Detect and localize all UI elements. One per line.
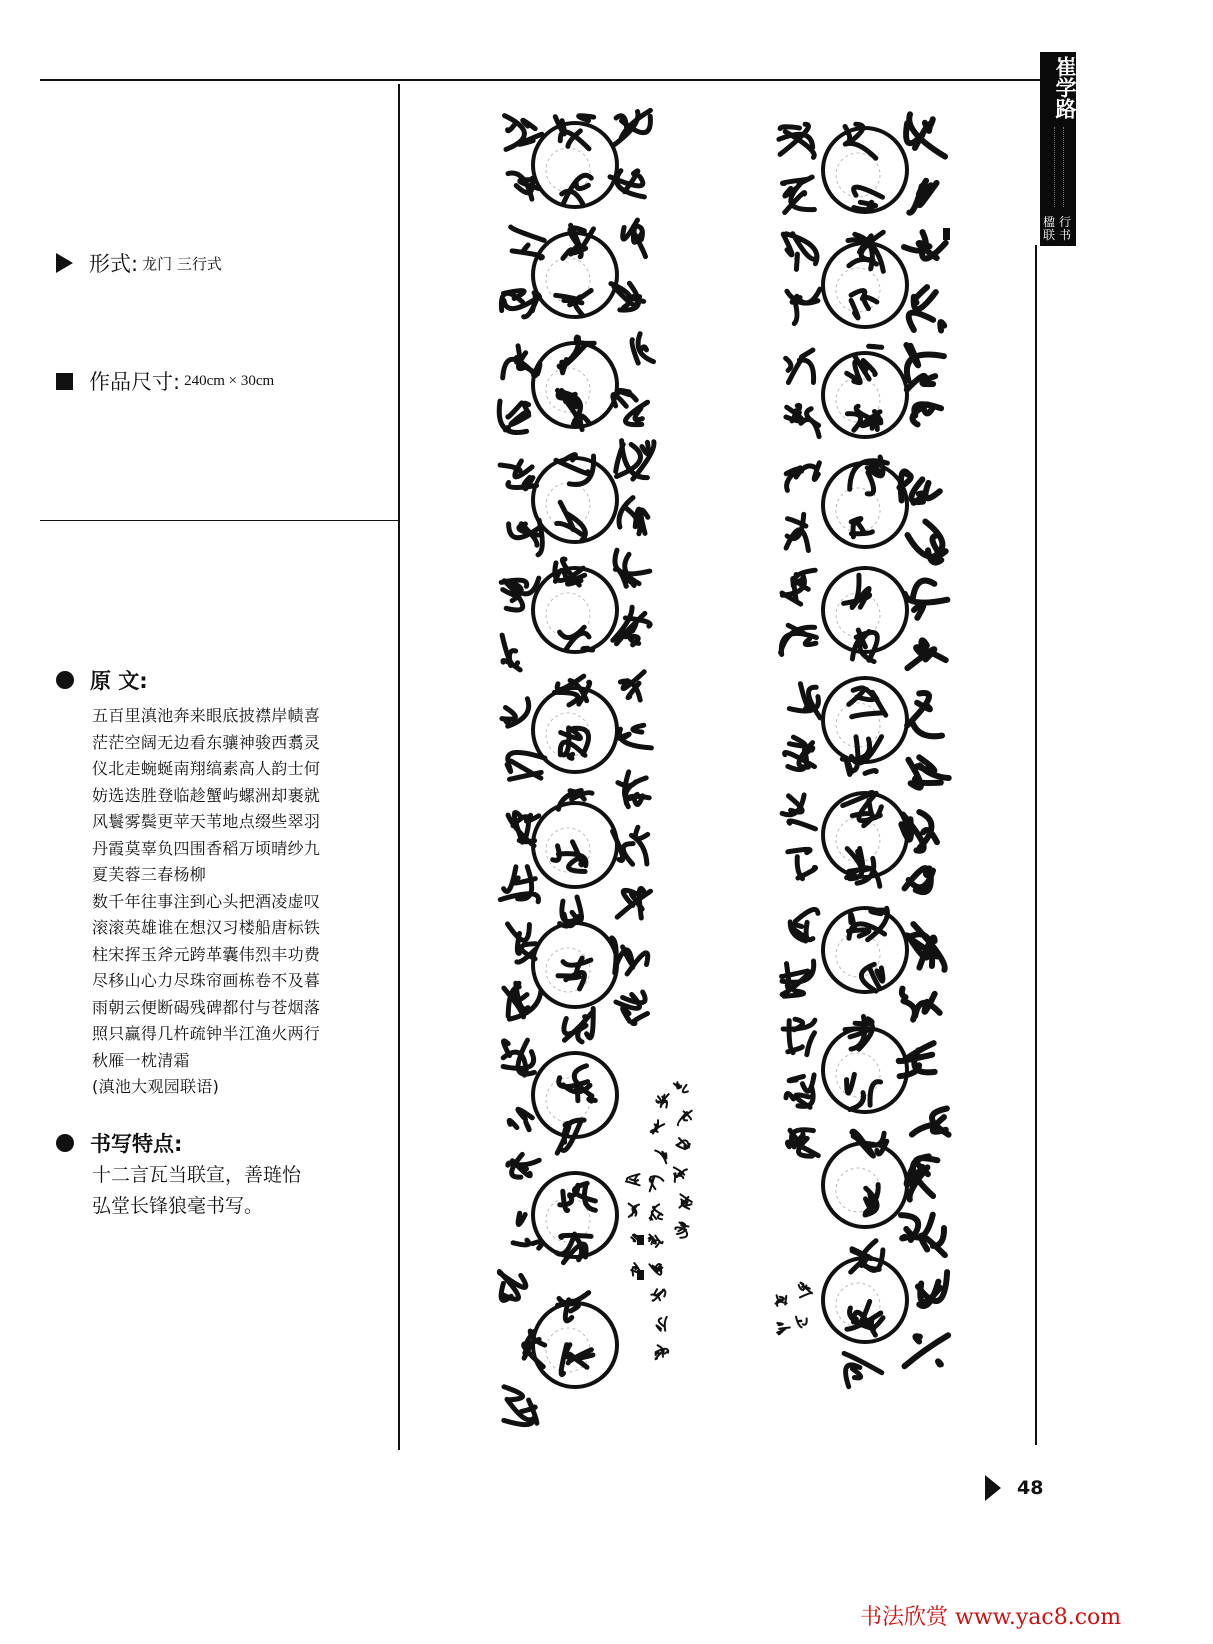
form-label: 形式: [89,252,139,276]
calligraphy-stroke [901,1215,945,1255]
features-line: 十二言瓦当联宣，善琏怡 [92,1164,302,1186]
original-line: 丹霞莫辜负四围香稻万顷晴纱九 [92,838,321,858]
calligraphy-stroke [785,737,815,770]
calligraphy-stroke [656,1345,669,1359]
calligraphy-stroke [787,289,820,323]
calligraphy-stroke [847,1074,881,1109]
calligraphy-stroke [907,693,942,736]
page-number [985,1475,1043,1501]
seal-stamp [637,1235,644,1245]
watermark: 书法欣赏 www.yac8.com [860,1605,1122,1630]
seal-stamp [943,228,950,240]
calligraphy-stroke [908,522,946,563]
tile-seal-circle [823,243,907,327]
calligraphy-stroke [554,676,589,705]
calligraphy-stroke [848,232,883,271]
original-line: 数千年往事注到心头把酒凌虚叹 [92,891,321,911]
calligraphy-stroke [847,1301,883,1335]
calligraphy-stroke [616,992,648,1024]
calligraphy-stroke [500,867,538,902]
calligraphy-stroke [618,772,649,807]
calligraphy-stroke [847,849,880,887]
calligraphy-stroke [907,1156,938,1199]
calligraphy-stroke [796,1317,807,1328]
calligraphy-stroke [615,550,650,586]
calligraphy-stroke [854,187,883,210]
calligraphy-stroke [907,640,945,668]
calligraphy-stroke [908,757,948,787]
calligraphy-stroke [562,175,592,204]
calligraphy-stroke [651,1289,665,1301]
calligraphy-stroke [508,1154,539,1177]
calligraphy-stroke [918,1272,947,1306]
calligraphy-stroke [851,518,872,536]
category-label-2: 行书 [1059,215,1072,242]
page-number-text: 48 [1017,1477,1044,1499]
calligraphy-stroke [619,498,648,534]
calligraphy-stroke [629,1204,640,1217]
calligraphy-stroke [503,1040,534,1075]
original-line: 秋雁一枕清霜 [92,1050,190,1070]
calligraphy-stroke [626,1174,640,1185]
calligraphy-stroke [906,345,944,390]
calligraphy-stroke [560,1183,596,1210]
calligraphy-stroke [782,570,815,604]
calligraphy-stroke [912,404,941,424]
calligraphy-stroke [909,287,945,330]
calligraphy-stroke [649,1235,663,1248]
calligraphy-stroke [674,1082,688,1092]
calligraphy-stroke [500,461,536,489]
calligraphy-stroke [906,114,945,156]
original-line: 五百里滇池奔来眼底披襟岸帻喜 [92,706,321,725]
calligraphy-stroke [678,1111,692,1126]
calligraphy-stroke [650,1204,663,1220]
calligraphy-stroke [511,227,545,258]
calligraphy-stroke [558,1293,589,1321]
calligraphy-stroke [844,575,870,607]
calligraphy-stroke [655,1151,666,1164]
calligraphy-stroke [781,625,817,654]
calligraphy-stroke [611,283,644,310]
calligraphy-stroke [509,1109,532,1130]
calligraphy-stroke [799,1283,812,1298]
calligraphy-stroke [560,897,582,926]
original-line: 雨朝云便断碣残碑都付与苍烟落 [92,997,321,1017]
calligraphy-stroke [904,232,946,259]
calligraphy-stroke [613,827,648,864]
original-line: 风鬟雾鬓更苹天苇地点缀些翠羽 [92,812,321,831]
calligraphy-stroke [849,908,888,940]
calligraphy-stroke [905,868,934,892]
original-line: 尽移山心力尽珠帘画栋卷不及暮 [92,971,321,990]
calligraphy-stroke [553,842,586,872]
calligraphy-stroke [852,630,877,662]
original-line: 茫茫空阔无边看东骧神骏西翥灵 [92,732,321,752]
calligraphy-stroke [651,1120,664,1133]
original-line: 柱宋挥玉斧元跨革囊伟烈丰功费 [92,944,321,964]
calligraphy-stroke [674,1167,687,1182]
calligraphy-stroke [619,725,652,748]
category-label-1: 楹联 [1043,215,1056,242]
calligraphy-stroke [504,1387,537,1425]
original-line: 夏芙蓉三春杨柳 [92,865,207,884]
calligraphy-stroke [783,1019,815,1054]
original-line: 妨选迭胜登临趁蟹屿螺洲却裹就 [92,785,321,805]
form-value: 龙门 三行式 [142,254,222,273]
calligraphy-stroke [563,225,594,258]
calligraphy-stroke [632,334,654,363]
calligraphy-stroke [777,1323,790,1334]
calligraphy-stroke [905,581,948,618]
calligraphy-stroke [508,173,539,199]
calligraphy-stroke [503,346,540,378]
original-line: (滇池大观园联语) [92,1077,220,1096]
calligraphy-stroke [782,177,814,213]
calligraphy-stroke [649,1264,662,1275]
brand-title: 崔学路 [1053,56,1077,119]
calligraphy-stroke [849,688,886,717]
calligraphy-stroke [899,1043,935,1076]
calligraphy-stroke [555,116,593,149]
original-line: 照只赢得几杵疏钟半江渔火两行 [92,1024,321,1043]
calligraphy-stroke [776,1295,787,1306]
calligraphy-stroke [623,220,646,257]
calligraphy-stroke [650,1176,664,1191]
calligraphy-stroke [504,983,541,1019]
calligraphy-stroke [613,390,648,424]
calligraphy-stroke [842,737,881,775]
calligraphy-stroke [508,924,536,962]
calligraphy-stroke [499,401,529,432]
calligraphy-stroke [906,924,944,970]
original-line: 滚滚英雄谁在想汉习楼船唐标铁 [92,918,321,937]
calligraphy-stroke [556,290,592,315]
calligraphy-stroke [502,635,520,670]
tile-seal-circle [823,128,907,212]
calligraphy-stroke [902,989,940,1020]
calligraphy-stroke [844,1353,882,1386]
calligraphy-stroke [555,559,585,585]
calligraphy-stroke [675,1222,688,1237]
calligraphy-stroke [786,463,819,491]
calligraphy-stroke [509,520,543,555]
calligraphy-stroke [847,406,881,430]
calligraphy-stroke [613,110,650,145]
calligraphy-stroke [560,728,588,759]
calligraphy-stroke [617,888,650,918]
calligraphy-stroke [502,699,529,727]
calligraphy-stroke [564,1009,594,1042]
calligraphy-stroke [779,124,814,157]
calligraphy-stroke [861,964,883,991]
calligraphy-stroke [851,290,877,317]
calligraphy-stroke [909,181,936,213]
calligraphy-stroke [789,684,820,718]
calligraphy-stroke [620,672,644,700]
calligraphy-stroke [559,1066,596,1101]
calligraphy-stroke [557,502,586,540]
calligraphy-stroke [851,1241,883,1272]
calligraphy-stroke [560,627,593,650]
calligraphy-stroke [782,795,815,829]
seal-stamp [637,1270,644,1280]
calligraphy-stroke [786,405,819,436]
calligraphy-stroke [786,514,808,550]
calligraphy-stroke [790,909,818,941]
tile-seal-circle [533,1053,617,1137]
calligraphy-stroke [612,938,648,974]
calligraphy-stroke [782,961,814,996]
features-label: 书写特点: [90,1132,183,1156]
calligraphy-stroke [679,1194,691,1209]
tile-seal-circle [823,1258,907,1342]
calligraphy-stroke [783,234,817,270]
calligraphy-stroke [905,1335,949,1366]
calligraphy-stroke [656,1094,668,1107]
calligraphy-stroke [865,1185,878,1215]
calligraphy-stroke [501,291,539,317]
calligraphy-stroke [656,1317,666,1331]
calligraphy-stroke [499,1272,525,1301]
calligraphy-stroke [558,958,591,989]
size-label: 作品尺寸: [89,370,181,394]
original-line: 仪北走蜿蜒南翔缟素高人韵士何 [92,759,321,778]
calligraphy-stroke [786,350,814,383]
features-line: 弘堂长锋狼毫书写。 [92,1195,264,1217]
original-label: 原 文: [90,669,148,693]
calligraphy-stroke [676,1138,689,1149]
calligraphy-stroke [507,752,545,779]
calligraphy-stroke [788,849,816,878]
triangle-marker-icon [985,1475,1001,1501]
size-value: 240cm × 30cm [184,372,275,389]
calligraphy-stroke [912,1109,949,1135]
calligraphy-stroke [616,441,654,480]
calligraphy-stroke [786,1075,814,1107]
calligraphy-stroke [787,1130,818,1156]
